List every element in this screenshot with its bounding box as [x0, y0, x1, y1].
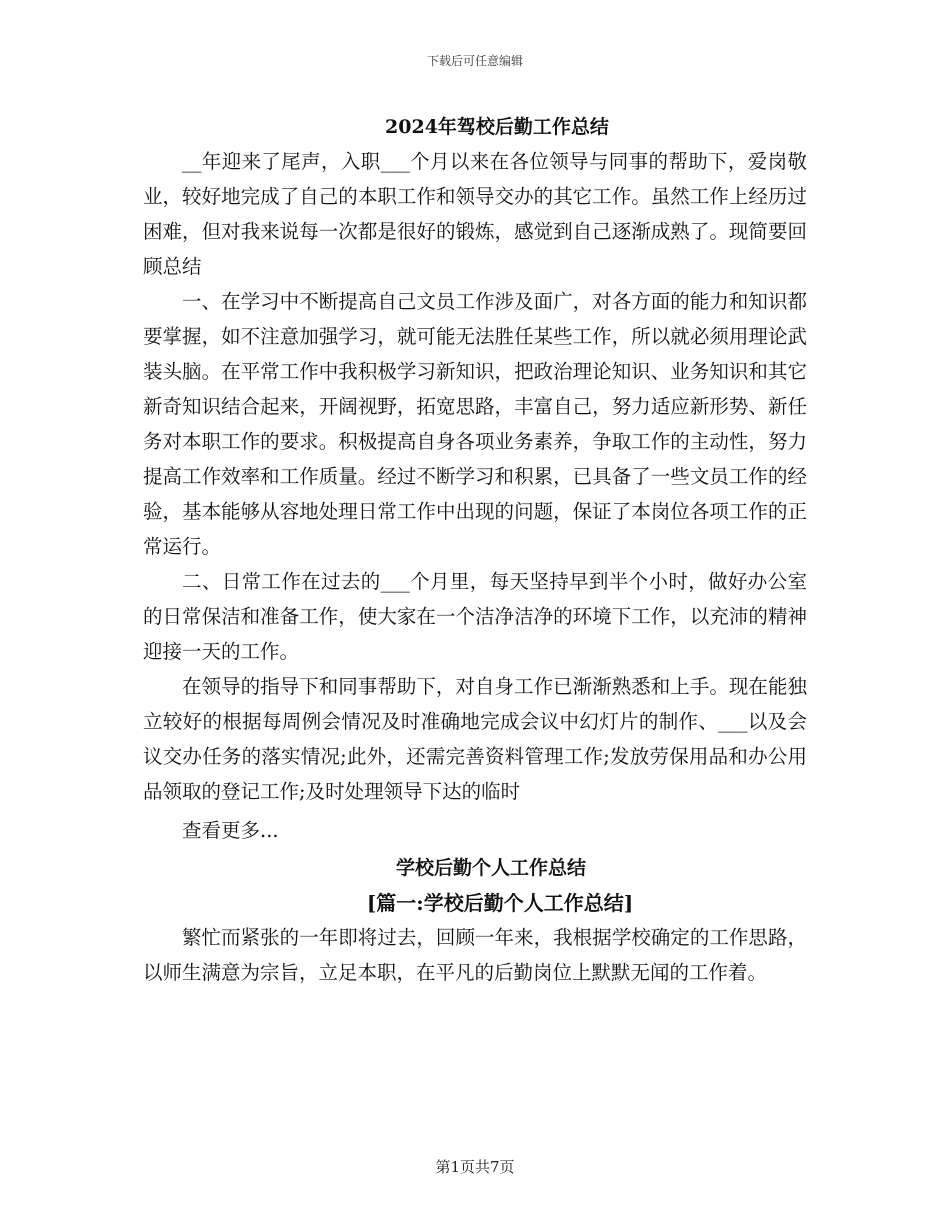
related-article-paragraph: 繁忙而紧张的一年即将过去，回顾一年来，我根据学校确定的工作思路，以师生满意为宗旨，立足本职，在平凡的后勤岗位上默默无闻的工作着。: [143, 926, 807, 984]
paragraph-section-2: 二、日常工作在过去的___个月里，每天坚持早到半个小时，做好办公室的日常保洁和准备工作，使大家在一个洁净洁净的环境下工作，以充沛的精神迎接一天的工作。: [143, 570, 807, 663]
page-header-note: 下载后可任意编辑: [426, 54, 523, 68]
document-body: [143, 110, 807, 990]
paragraph-section-1: 一、在学习中不断提高自己文员工作涉及面广，对各方面的能力和知识都要掌握，如不注意加强学习，就可能无法胜任某些工作，所以就必须用理论武装头脑。在平常工作中我积极学习新知识，把政治理论知识、业务知识和其它新奇知识结合起来，开阔视野，拓宽思路，丰富自己，努力适应新形势、新任务对本职工作的要求。积极提高自身各项业务素养，争取工作的主动性，努力提高工作效率和工作质量。经过不断学习和积累，已具备了一些文员工作的经验，基本能够从容地处理日常工作中出现的问题，保证了本岗位各项工作的正常运行。: [143, 290, 807, 558]
related-article-subtitle: [篇一:学校后勤个人工作总结]: [366, 891, 634, 915]
paragraph-section-3: 在领导的指导下和同事帮助下，对自身工作已渐渐熟悉和上手。现在能独立较好的根据每周例会情况及时准确地完成会议中幻灯片的制作、___以及会议交办任务的落实情况;此外，还需完善资料管理工作;发放劳保用品和办公用品领取的登记工作;及时处理领导下达的临时: [143, 675, 807, 803]
page-indicator: 第1页共7页: [435, 1158, 515, 1176]
document-title: 2024年驾校后勤工作总结: [385, 116, 609, 138]
paragraph-intro: __年迎来了尾声，入职___个月以来在各位领导与同事的帮助下，爱岗敬业，较好地完成了自己的本职工作和领导交办的其它工作。虽然工作上经历过困难，但对我来说每一次都是很好的锻炼，感觉到自己逐渐成熟了。现简要回顾总结: [143, 150, 807, 278]
view-more-link[interactable]: 查看更多...: [182, 819, 279, 842]
related-article-title: 学校后勤个人工作总结: [395, 857, 586, 879]
